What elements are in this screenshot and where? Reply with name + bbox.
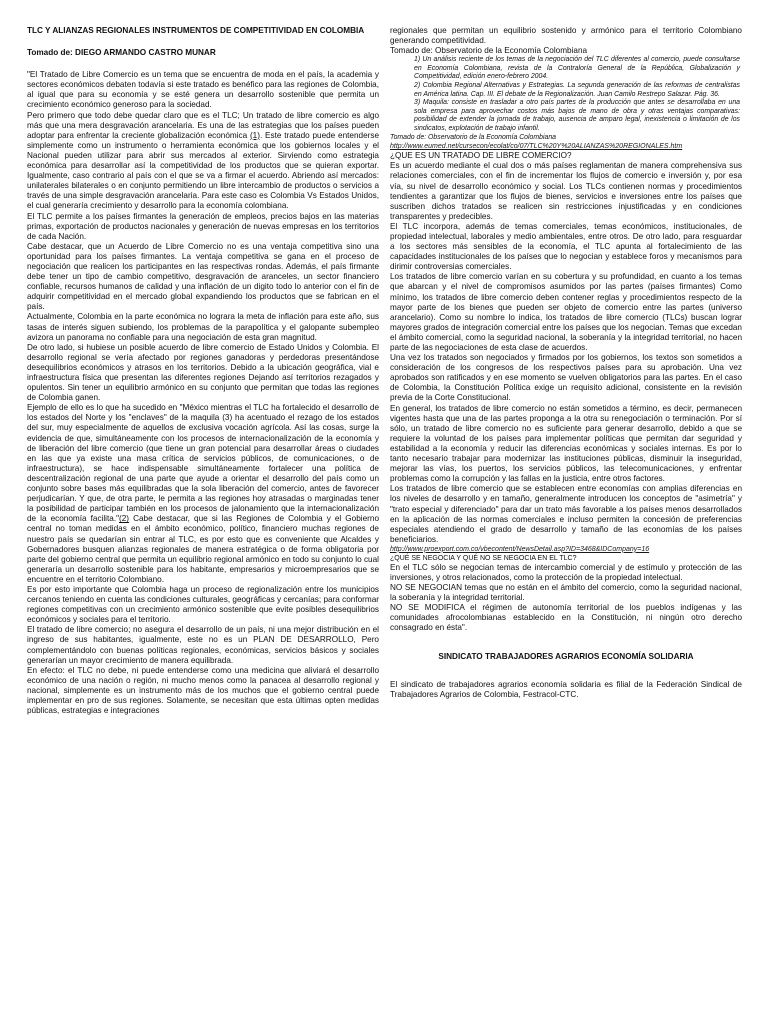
paragraph-text: . Este tratado puede entenderse simplemente como un instrumento o herramienta económica que los gobiernos locales y el Nacional pueden utilizar para abrir sus mercados al exterior. Sirviendo como estrategia económica para desarrollar así la competitividad de los productos que se quieran exportar. Igualmente, caso contrario al país con el que se va a firmar el acuerdo. Abriendo así mercados: unilaterales bilaterales o en conjunto permitiendo un libre intercambio de productos o servicios a través de una simple desgravación arancelaria. Para este caso es Colombia Vs Estados Unidos, el cual generaría crecimiento y desarrollo para la economía colombiana. [27,130,379,211]
paragraph: Es por esto importante que Colombia haga un proceso de regionalización entre los municipios cercanos teniendo en cuenta las condiciones culturales, geográficas y cercanías; para conformar regiones competitivas con un crecimiento armónico sostenible que evite posibles desequilibrios económicos y sociales para el territorio. [27,584,379,625]
section-heading: SINDICATO TRABAJADORES AGRARIOS ECONOMÍA SOLIDARIA [438,651,694,661]
footnotes [390,56,742,133]
paragraph: NO SE MODIFICA el régimen de autonomía territorial de los pueblos indígenas y las comunidades afrocolombianas establecido en la Constitución, ni ningún otro derecho consagrado en ésta". [390,603,742,633]
footnote: 1) Un análisis reciente de los temas de la negociación del TLC diferentes al comercio, puede consultarse en Economía Colombiana, revista de la Contraloría General de la República, Globalización y Competitividad, edición enero-febrero 2004. [414,56,740,81]
paragraph: NO SE NEGOCIAN temas que no están en el ámbito del comercio, como la seguridad nacional, la soberanía y la integridad territorial. [390,583,742,603]
paragraph: El TLC permite a los países firmantes la generación de empleos, precios bajos en las materias primas, exportación de productos nacionales y generación de nuevas empresas en los territorios de cada Nación. [27,211,379,241]
left-column [27,26,379,716]
paragraph: El sindicato de trabajadores agrarios economía solidaria es filial de la Federación Sindical de Trabajadores Agrarios de Colombia, Festracol-CTC. [390,679,742,699]
section-question: ¿QUÉ SE NEGOCIA Y QUÉ NO SE NEGOCIA EN EL TLC? [390,554,577,562]
paragraph: En el TLC sólo se negocian temas de intercambio comercial y de estímulo y protección de las inversiones, y otros relacionados, como la protección de la propiedad intelectual. [390,562,742,582]
right-column [390,26,742,700]
footnote-ref[interactable]: (2) [119,514,130,524]
paragraph: Cabe destacar, que un Acuerdo de Libre Comercio no es una ventaja competitiva sino una oportunidad para los países firmantes. La ventaja competitiva se gana en el proceso de negociación que realicen los participantes en las respectivas rondas. Además, el país firmante debe tener un tipo de cambio competitivo, desgravación de aranceles, un sector financiero confiable, recursos humanos de calidad y una inflación de un digito todo lo anterior con el fin de adquirir competitividad en el mercado global expandiendo los productos que se fabrican en el país. [27,241,379,312]
paragraph: Actualmente, Colombia en la parte económica no lograra la meta de inflación para este año, sus tasas de interés siguen subiendo, los problemas de la parapolítica y el galopante subempleo avizora un panorama no confiable para una negociación de esta gran magnitud. [27,312,379,342]
paragraph: El tratado de libre comercio; no asegura el desarrollo de un país, ni una mejor distribución en el ingreso de sus habitantes, igualmente, este no es un PLAN DE DESARROLLO, Pero complementándolo con buenas políticas regionales, económicas, servicios básicos y sociales generarían un mayor crecimiento de manera equilibrada. [27,625,379,665]
paragraph: regionales que permitan un equilibrio sostenido y armónico para el territorio Colombiano generando competitividad. [390,26,742,46]
article-title: TLC Y ALIANZAS REGIONALES INSTRUMENTOS DE COMPETITIVIDAD EN COLOMBIA [27,26,365,35]
paragraph: Los tratados de libre comercio que se establecen entre economías con amplias diferencias en los niveles de desarrollo y en tamaño, generalmente introducen los conceptos de "asimetría" y "trato especial y diferenciado" para dar un trato más favorable a los países menos desarrollados en la aplicación de las normas comerciales e incluso permiten la concesión de preferencias especiales atendiendo el grado de desarrollo y tamaño de las economías de los países beneficiarios. [390,484,742,544]
article-author: Tomado de: DIEGO ARMANDO CASTRO MUNAR [27,48,216,58]
paragraph [27,403,379,585]
paragraph: Es un acuerdo mediante el cual dos o más países reglamentan de manera comprehensiva sus relaciones comerciales, con el fin de incrementar los flujos de comercio e inversión y, por esa vía, su nivel de desarrollo económico y social. Los TLCs contienen normas y procedimientos tendientes a garantizar que los flujos de bienes, servicios e inversiones entre los países que suscriben dichos tratados se realicen sin restricciones injustificadas y en condiciones transparentes y predecibles. [390,161,742,221]
section-question: ¿QUE ES UN TRATADO DE LIBRE COMERCIO? [390,151,572,161]
paragraph: El TLC incorpora, además de temas comerciales, temas económicos, institucionales, de propiedad intelectual, laborales y medio ambientales, entre otros. De otro lado, para resguardar a los sectores más sensibles de la economía, el TLC apunta al fortalecimiento de las capacidades institucionales de los países que lo negocian y establece foros y mecanismos para dirimir controversias comerciales. [390,221,742,272]
footnote: 3) Maquila: consiste en trasladar a otro país partes de la producción que antes se desarrollaba en una sola empresa para aprovechar costos más bajos de mano de obra y otras ventajas comparativas: posibilidad de extender la jornada de trabajo, ausencia de amparo legal, inexistencia o limitación de los sindicatos, explotación de trabajo infantil. [414,99,740,133]
paragraph: "El Tratado de Libre Comercio es un tema que se encuentra de moda en el país, la academia y sectores económicos debaten todavía si este tratado es benéfico para las regiones de Colombia, al igual que para su economía y se esté genera un desarrollo sostenible que permita un crecimiento económico generoso para la sociedad. [27,70,379,110]
paragraph: Una vez los tratados son negociados y firmados por los gobiernos, los textos son sometidos a consideración de los congresos de los respectivos países para su aprobación. Una vez aprobados son ratificados y en ese momento se vuelven obligatorios para las partes. En el caso de Colombia, la Constitución Política exige un requisito adicional, consistente en la revisión previa de la Corte Constitucional. [390,353,742,403]
source-link[interactable]: http://www.proexport.com.co/vbecontent/NewsDetail.asp?ID=3468&IDCompany=16 [390,545,650,553]
paragraph-text: Ejemplo de ello es lo que ha sucedido en "México mientras el TLC ha fortalecido el desarrollo de los estados del Norte y los "enclaves" de la maquila (3) ha acentuado el rezago de los estados del sur, muy especialmente de aquellos de exclusiva vocación agrícola. Así las cosas, surge la evidencia de que, simultáneamente con los procesos de internacionalización de la economía y de liberación del libre comercio (que tiene un gran potencial para desarrollar áreas o ciudades en las que ya existe una masa crítica de servicios públicos, de comunicaciones, o de infraestructura), se hace indispensable simultáneamente fortalecer una política de descentralización regional de una parte que ayude a orientar el desarrollo del país como un conjunto sobre bases más equilibradas que la sola liberación del comercio, antes de favorecer perjudicarían. Y que, de otra parte, le permita a las regiones hoy atrasadas o marginadas tener la posibilidad de participar también en los procesos de jalonamiento que la internacionalización de la economía facilita." [27,403,379,524]
source-link[interactable]: http://www.eumed.net/cursecon/ecolat/co/07/TLC%20Y%20ALIANZAS%20REGIONALES.htm [390,143,683,151]
paragraph: Los tratados de libre comercio varían en su cobertura y su profundidad, en cuanto a los temas que abarcan y el nivel de compromisos asumidos por las partes (países firmantes) Como mínimo, los tratados de libre comercio deben contener reglas y procedimientos respecto de la mayor parte de los bienes que pueden ser objeto de comercio entre las partes (universo arancelario). Como su nombre lo indica, los tratados de libre comercio (TLCs) buscan lograr mayores grados de integración comercial entre los países que los negocian. Temas que excedan el ámbito comercial, como la seguridad nacional, la soberanía y la integridad territorial, no hacen parte de las negociaciones de esta clase de acuerdos. [390,272,742,352]
source-line: Tomado de: Observatorio de la Economía Colombiana [390,46,588,56]
paragraph [27,111,379,212]
paragraph-text: Pero primero que todo debe quedar claro que es el TLC; Un tratado de libre comercio es algo más que una mera desgravación arancelaria. Es una de las estrategias que los países pueden adoptar para enfrentar la creciente globalización económica [27,110,379,140]
spacer [390,634,742,652]
source-line: Tomado de: Observatorio de la Economía Colombiana [390,133,556,141]
spacer [390,662,742,680]
footnote-ref[interactable]: (1) [249,130,260,140]
paragraph: De otro lado, si hubiese un posible acuerdo de libre comercio de Estado Unidos y Colombia. El desarrollo regional se vería afectado por regiones ganadoras y perdedoras presentándose desequilibrios económicos y atrasos en los territorios. Debido a la ubicación geográfica, vial e infraestructura física que presentan las diferentes regiones Dejando así territorios rezagados y opulentos. Sin tener un equilibrio armónico en su conjunto que permitan que todas las regiones de Colombia ganen. [27,342,379,403]
paragraph-text: Cabe destacar, que si las Regiones de Colombia y el Gobierno central no toman medidas en el ámbito económico, político, financiero muchas regiones de nuestro país se quedarían sin entrar al TLC, es por esto que es conveniente que Alcaldes y Gobernadores busquen alianzas regionales de manera estratégica o de forma obligatoria por parte del gobierno central que permita un equilibrio regional armónico en todo su conjunto lo cual generaría un desarrollo sostenible para los habitante, empresarios y microempresarios que se encuentre en el territorio Colombiano. [27,514,379,584]
paragraph: En efecto: el TLC no debe, ni puede entenderse como una medicina que aliviará el desarrollo económico de una nación o región, ni mucho menos como la panacea al desarrollo regional y nacional, simplemente es un instrumento más de los muchos que el gobierno central puede implementar en pro de sus regiones. Solamente, se necesitan que esta últimas opten medidas públicas, estrategias e integraciones [27,665,379,716]
paragraph: En general, los tratados de libre comercio no están sometidos a término, es decir, permanecen vigentes hasta que una de las partes proponga a la otra su renegociación o terminación. Por sí sólo, un tratado de libre comercio no es suficiente para generar desarrollo, debido a que se requiere la voluntad de los países para implementar políticas que permitan dar seguridad y estabilidad a la economía y reducir las diferencias económicas y sociales internas. Es por lo tanto necesario trabajar para modernizar las instituciones públicas, disminuir la inseguridad, mejorar las vías, los puertos, los servicios públicos, las telecomunicaciones, y enfrentar problemas como la corrupción y las fallas en la justicia, entre otros factores. [390,403,742,484]
footnote: 2) Colombia Regional Alternativas y Estrategias. La segunda generación de las reformas de centralistas en América latina. Cap. III. El debate de la Regionalización. Juan Camilo Restrepo Salazar. Pág. 36. [414,82,740,98]
